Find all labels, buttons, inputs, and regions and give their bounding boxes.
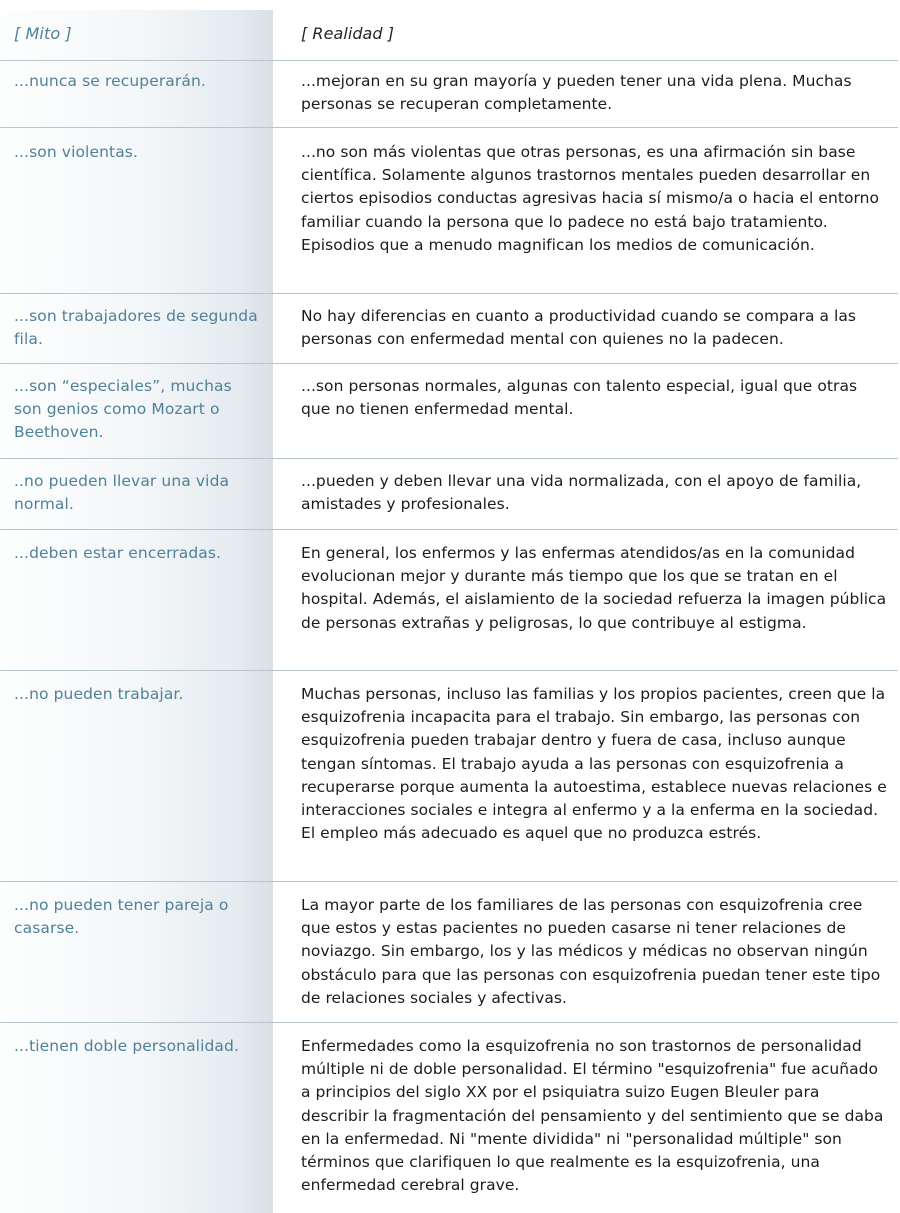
mito-cell: ...tienen doble personalidad. [14,1037,239,1055]
table-row [0,459,898,530]
realidad-cell: No hay diferencias en cuanto a productividad cuando se compara a las personas con enfermedad mental con quienes no la padecen. [301,307,857,349]
realidad-cell: ...son personas normales, algunas con talento especial, igual que otras que no tienen enfermedad mental. [301,377,858,419]
realidad-cell: ...no son más violentas que otras personas, es una afirmación sin base científica. Solamente algunos trastornos mentales pueden desarrollar en ciertos episodios conductas agresivas hacia sí mismo/a o hacia el entorno familiar cuando la persona que lo padece no está bajo tratamiento. Episodios que a menudo magnifican los medios de comunicación. [301,143,880,254]
mito-cell: ...son “especiales”, muchas son genios como Mozart o Beethoven. [14,377,232,441]
realidad-cell: Muchas personas, incluso las familias y los propios pacientes, creen que la esquizofrenia incapacita para el trabajo. Sin embargo, las personas con esquizofrenia pueden trabajar dentro y fuera de casa, incluso aunque tengan síntomas. El trabajo ayuda a las personas con esquizofrenia a recuperarse porque aumenta la autoestima, establece nuevas relaciones e interacciones sociales e integra al enfermo y a la enferma en la sociedad. El empleo más adecuado es aquel que no produzca estrés. [301,685,887,843]
mito-cell: ...nunca se recuperarán. [14,72,206,90]
table-header-row [0,10,898,61]
mito-cell: ...son trabajadores de segunda fila. [14,307,258,348]
mito-column-header: [ Mito ] [14,24,72,43]
table-row [0,294,898,364]
realidad-cell: ...pueden y deben llevar una vida normalizada, con el apoyo de familia, amistades y profesionales. [301,472,862,514]
mito-cell: ...deben estar encerradas. [14,544,222,562]
mito-cell: ...son violentas. [14,143,138,161]
mito-cell: ..no pueden llevar una vida normal. [14,472,230,513]
realidad-cell: En general, los enfermos y las enfermas atendidos/as en la comunidad evolucionan mejor y durante más tiempo que los que se tratan en el hospital. Además, el aislamiento de la sociedad refuerza la imagen pública de personas extrañas y peligrosas, lo que contribuye al estigma. [301,544,887,632]
realidad-cell: Enfermedades como la esquizofrenia no son trastornos de personalidad múltiple ni de doble personalidad. El término "esquizofrenia" fue acuñado a principios del siglo XX por el psiquiatra suizo Eugen Bleuler para describir la fragmentación del pensamiento y del sentimiento que se daba en la enfermedad. Ni "mente dividida" ni "personalidad múltiple" son términos que clarifiquen lo que realmente es la esquizofrenia, una enfermedad cerebral grave. [301,1037,884,1195]
table-row [0,530,898,671]
table-row [0,128,898,294]
table-row [0,364,898,459]
mito-cell: ...no pueden trabajar. [14,685,184,703]
table-row [0,882,898,1023]
realidad-cell: ...mejoran en su gran mayoría y pueden tener una vida plena. Muchas personas se recuperan completamente. [301,72,852,114]
realidad-column-header: [ Realidad ] [301,24,395,43]
table-row [0,1023,898,1213]
mito-cell: ...no pueden tener pareja o casarse. [14,896,229,937]
table-row [0,61,898,128]
table-row [0,671,898,882]
realidad-cell: La mayor parte de los familiares de las personas con esquizofrenia cree que estos y estas pacientes no pueden casarse ni tener relaciones de noviazgo. Sin embargo, los y las médicos y médicas no observan ningún obstáculo para que las personas con esquizofrenia puedan tener este tipo de relaciones sociales y afectivas. [301,896,881,1007]
